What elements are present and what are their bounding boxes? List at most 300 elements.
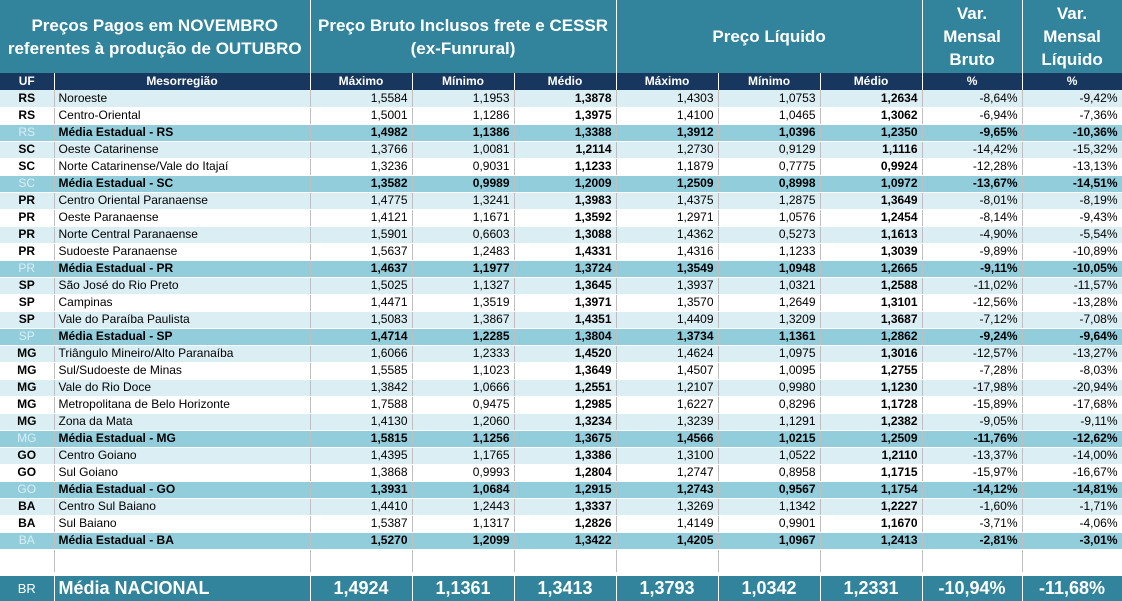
table-row [0,141,1122,158]
gross-price-group-title: Preço Bruto Inclusos frete e CESSR (ex-Funrural) [310,0,616,73]
gross-avg-cell: 1,1233 [514,158,616,175]
net-min-cell: 1,0948 [718,260,820,277]
var-gross-cell: -12,28% [922,158,1022,175]
net-avg-cell: 1,2509 [820,430,922,447]
region-cell: Média Estadual - MG [54,430,310,447]
table-row [0,498,1122,515]
net-max-cell: 1,3239 [616,413,718,430]
net-min-cell: 1,0095 [718,362,820,379]
gross-avg-cell: 1,3645 [514,277,616,294]
spacer-cell [0,549,54,572]
gross-avg-cell: 1,3234 [514,413,616,430]
uf-cell: PR [0,192,54,209]
var-net-cell: -17,68% [1022,396,1122,413]
var-gross-cell: -8,14% [922,209,1022,226]
net-min-cell: 1,0396 [718,124,820,141]
gross-avg-cell: 1,3971 [514,294,616,311]
uf-cell: SP [0,311,54,328]
var-net-cell: -10,36% [1022,124,1122,141]
var-net-cell: -9,64% [1022,328,1122,345]
var-gross-cell: -6,94% [922,107,1022,124]
gross-max-cell: 1,6066 [310,345,412,362]
net-max-cell: 1,4375 [616,192,718,209]
net-avg-cell: 1,2227 [820,498,922,515]
gross-avg-cell: 1,3337 [514,498,616,515]
net-max-cell: 1,2509 [616,175,718,192]
net-avg-cell: 1,2588 [820,277,922,294]
var-gross-cell: -7,12% [922,311,1022,328]
net-avg-cell: 1,1715 [820,464,922,481]
net-min-cell: 1,0576 [718,209,820,226]
net-min-cell: 1,3209 [718,311,820,328]
gross-avg-cell: 1,4520 [514,345,616,362]
uf-cell: GO [0,447,54,464]
table-row [0,515,1122,532]
net-max-cell: 1,4100 [616,107,718,124]
net-min-cell: 1,0967 [718,532,820,549]
var-gross-cell: -2,81% [922,532,1022,549]
gross-min-cell: 1,2333 [412,345,514,362]
gross-min-cell: 1,1977 [412,260,514,277]
net-avg-cell: 1,2413 [820,532,922,549]
region-cell: Norte Central Paranaense [54,226,310,243]
gross-avg-cell: 1,3592 [514,209,616,226]
gross-avg-cell: 1,4351 [514,311,616,328]
net-min-cell: 1,0321 [718,277,820,294]
gross-max-cell: 1,3766 [310,141,412,158]
gross-min-cell: 1,3867 [412,311,514,328]
national-label-cell: Média NACIONAL [54,576,310,601]
uf-cell: SC [0,158,54,175]
gross-avg-cell: 1,2009 [514,175,616,192]
region-cell: Centro-Oriental [54,107,310,124]
var-net-cell: -13,27% [1022,345,1122,362]
gross-max-cell: 1,5025 [310,277,412,294]
gross-max-cell: 1,3582 [310,175,412,192]
table-row [0,345,1122,362]
net-max-cell: 1,4409 [616,311,718,328]
gross-avg-cell: 1,2826 [514,515,616,532]
region-cell: Norte Catarinense/Vale do Itajaí [54,158,310,175]
var-net-cell: -7,08% [1022,311,1122,328]
uf-cell: SP [0,277,54,294]
gross-avg-cell: 1,3388 [514,124,616,141]
var-net-cell: -20,94% [1022,379,1122,396]
var-gross-cell: -12,57% [922,345,1022,362]
title-row [0,0,1122,73]
region-cell: Sul Goiano [54,464,310,481]
gross-min-cell: 1,2060 [412,413,514,430]
table-row [0,464,1122,481]
col-header-gross-min: Mínimo [412,73,514,90]
table-row [0,277,1122,294]
var-gross-cell: -8,01% [922,192,1022,209]
table-row [0,158,1122,175]
region-cell: Campinas [54,294,310,311]
gross-avg-cell: 1,4331 [514,243,616,260]
table-row [0,362,1122,379]
col-header-uf: UF [0,73,54,90]
spacer-cell [412,549,514,572]
net-min-cell: 1,1342 [718,498,820,515]
var-net-cell: -8,19% [1022,192,1122,209]
var-net-cell: -13,28% [1022,294,1122,311]
gross-avg-cell: 1,3422 [514,532,616,549]
net-min-cell: 1,0522 [718,447,820,464]
net-min-cell: 0,8998 [718,175,820,192]
gross-min-cell: 0,9993 [412,464,514,481]
net-min-cell: 1,0975 [718,345,820,362]
gross-avg-cell: 1,3983 [514,192,616,209]
national-average-row [0,576,1122,601]
net-avg-cell: 1,1728 [820,396,922,413]
spacer-cell [310,549,412,572]
gross-avg-cell: 1,3878 [514,90,616,107]
uf-cell: RS [0,90,54,107]
net-avg-cell: 1,1230 [820,379,922,396]
net-min-cell: 1,1233 [718,243,820,260]
net-max-cell: 1,3269 [616,498,718,515]
net-avg-cell: 1,3687 [820,311,922,328]
net-min-cell: 1,0215 [718,430,820,447]
gross-min-cell: 1,2483 [412,243,514,260]
gross-avg-cell: 1,3088 [514,226,616,243]
col-header-net-min: Mínimo [718,73,820,90]
net-avg-cell: 1,2454 [820,209,922,226]
table-row [0,294,1122,311]
net-avg-cell: 1,1670 [820,515,922,532]
report-title: Preços Pagos em NOVEMBRO referentes à produção de OUTUBRO [0,0,310,73]
var-gross-cell: -13,37% [922,447,1022,464]
var-gross-cell: -9,11% [922,260,1022,277]
spacer-cell [922,549,1022,572]
uf-cell: SC [0,175,54,192]
region-cell: Média Estadual - RS [54,124,310,141]
gross-avg-cell: 1,3724 [514,260,616,277]
gross-max-cell: 1,4637 [310,260,412,277]
region-cell: Vale do Rio Doce [54,379,310,396]
spacer-cell [616,549,718,572]
net-max-cell: 1,2743 [616,481,718,498]
net-avg-cell: 1,3101 [820,294,922,311]
gross-avg-cell: 1,2114 [514,141,616,158]
var-net-cell: -7,36% [1022,107,1122,124]
gross-min-cell: 1,2285 [412,328,514,345]
net-max-cell: 1,3100 [616,447,718,464]
uf-cell: BA [0,532,54,549]
net-min-cell: 1,1361 [718,328,820,345]
uf-cell: PR [0,226,54,243]
uf-cell: PR [0,243,54,260]
var-net-cell: -10,89% [1022,243,1122,260]
uf-cell: MG [0,362,54,379]
gross-max-cell: 1,4775 [310,192,412,209]
net-avg-cell: 1,2862 [820,328,922,345]
var-gross-cell: -14,42% [922,141,1022,158]
var-gross-cell: -9,65% [922,124,1022,141]
region-cell: Noroeste [54,90,310,107]
net-max-cell: 1,3912 [616,124,718,141]
uf-cell: RS [0,107,54,124]
gross-max-cell: 1,5083 [310,311,412,328]
region-cell: Metropolitana de Belo Horizonte [54,396,310,413]
region-cell: Centro Oriental Paranaense [54,192,310,209]
national-net-avg-cell: 1,2331 [820,576,922,601]
net-avg-cell: 1,2634 [820,90,922,107]
var-net-cell: -10,05% [1022,260,1122,277]
gross-max-cell: 1,5585 [310,362,412,379]
gross-max-cell: 1,4982 [310,124,412,141]
var-gross-cell: -17,98% [922,379,1022,396]
state-average-row [0,430,1122,447]
region-cell: São José do Rio Preto [54,277,310,294]
net-max-cell: 1,3734 [616,328,718,345]
net-avg-cell: 1,3016 [820,345,922,362]
gross-min-cell: 1,1256 [412,430,514,447]
var-net-cell: -4,06% [1022,515,1122,532]
var-net-cell: -9,43% [1022,209,1122,226]
column-header-row [0,73,1122,90]
var-net-cell: -11,57% [1022,277,1122,294]
net-max-cell: 1,4316 [616,243,718,260]
gross-max-cell: 1,4714 [310,328,412,345]
var-gross-cell: -11,76% [922,430,1022,447]
net-min-cell: 0,5273 [718,226,820,243]
region-cell: Sudoeste Paranaense [54,243,310,260]
var-gross-cell: -13,67% [922,175,1022,192]
gross-avg-cell: 1,3804 [514,328,616,345]
net-avg-cell: 1,3649 [820,192,922,209]
uf-cell: MG [0,430,54,447]
gross-min-cell: 0,9031 [412,158,514,175]
gross-max-cell: 1,4410 [310,498,412,515]
region-cell: Média Estadual - SC [54,175,310,192]
net-max-cell: 1,4624 [616,345,718,362]
spacer-cell [820,549,922,572]
var-gross-cell: -3,71% [922,515,1022,532]
state-average-row [0,175,1122,192]
gross-max-cell: 1,3236 [310,158,412,175]
national-gross-avg-cell: 1,3413 [514,576,616,601]
gross-avg-cell: 1,2985 [514,396,616,413]
gross-max-cell: 1,3842 [310,379,412,396]
net-max-cell: 1,2971 [616,209,718,226]
state-average-row [0,532,1122,549]
gross-max-cell: 1,4121 [310,209,412,226]
table-row [0,226,1122,243]
net-min-cell: 0,9129 [718,141,820,158]
net-max-cell: 1,3937 [616,277,718,294]
gross-max-cell: 1,5637 [310,243,412,260]
gross-min-cell: 1,1023 [412,362,514,379]
spacer-cell [54,549,310,572]
gross-avg-cell: 1,3675 [514,430,616,447]
gross-max-cell: 1,5387 [310,515,412,532]
net-min-cell: 0,8296 [718,396,820,413]
national-uf-cell: BR [0,576,54,601]
region-cell: Centro Sul Baiano [54,498,310,515]
gross-min-cell: 1,1317 [412,515,514,532]
net-max-cell: 1,4566 [616,430,718,447]
var-net-cell: -12,62% [1022,430,1122,447]
net-max-cell: 1,2747 [616,464,718,481]
net-min-cell: 0,9901 [718,515,820,532]
var-net-cell: -9,42% [1022,90,1122,107]
net-min-cell: 1,0465 [718,107,820,124]
uf-cell: GO [0,481,54,498]
gross-min-cell: 1,2099 [412,532,514,549]
var-gross-cell: -8,64% [922,90,1022,107]
table-row [0,192,1122,209]
gross-min-cell: 1,1765 [412,447,514,464]
spacer-row [0,549,1122,572]
var-net-cell: -13,13% [1022,158,1122,175]
gross-min-cell: 1,1286 [412,107,514,124]
table-row [0,243,1122,260]
net-min-cell: 1,2875 [718,192,820,209]
net-max-cell: 1,4205 [616,532,718,549]
uf-cell: BA [0,498,54,515]
net-min-cell: 1,0753 [718,90,820,107]
net-price-group-title: Preço Líquido [616,0,922,73]
gross-max-cell: 1,5001 [310,107,412,124]
uf-cell: MG [0,345,54,362]
net-avg-cell: 1,2755 [820,362,922,379]
spacer-cell [718,549,820,572]
gross-avg-cell: 1,3386 [514,447,616,464]
uf-cell: SC [0,141,54,158]
gross-avg-cell: 1,2915 [514,481,616,498]
table-row [0,413,1122,430]
net-min-cell: 0,9980 [718,379,820,396]
var-gross-cell: -12,56% [922,294,1022,311]
spacer-cell [1022,549,1122,572]
region-cell: Sul Baiano [54,515,310,532]
national-gross-max-cell: 1,4924 [310,576,412,601]
gross-min-cell: 1,1953 [412,90,514,107]
uf-cell: MG [0,379,54,396]
region-cell: Média Estadual - BA [54,532,310,549]
col-header-var-gross-unit: % [922,73,1022,90]
var-net-cell: -5,54% [1022,226,1122,243]
var-gross-cell: -9,89% [922,243,1022,260]
net-max-cell: 1,4149 [616,515,718,532]
var-gross-title: Var. Mensal Bruto [922,0,1022,73]
table-row [0,379,1122,396]
gross-avg-cell: 1,3975 [514,107,616,124]
var-gross-cell: -4,90% [922,226,1022,243]
gross-max-cell: 1,7588 [310,396,412,413]
gross-max-cell: 1,4395 [310,447,412,464]
gross-min-cell: 1,3519 [412,294,514,311]
table-row [0,311,1122,328]
net-avg-cell: 1,0972 [820,175,922,192]
uf-cell: MG [0,413,54,430]
region-cell: Média Estadual - SP [54,328,310,345]
var-net-cell: -14,00% [1022,447,1122,464]
region-cell: Sul/Sudoeste de Minas [54,362,310,379]
gross-min-cell: 1,2443 [412,498,514,515]
net-avg-cell: 1,1116 [820,141,922,158]
region-cell: Centro Goiano [54,447,310,464]
net-min-cell: 0,9567 [718,481,820,498]
gross-avg-cell: 1,2551 [514,379,616,396]
region-cell: Oeste Catarinense [54,141,310,158]
gross-max-cell: 1,5584 [310,90,412,107]
region-cell: Zona da Mata [54,413,310,430]
gross-max-cell: 1,5815 [310,430,412,447]
gross-max-cell: 1,5270 [310,532,412,549]
gross-min-cell: 1,0666 [412,379,514,396]
uf-cell: SP [0,294,54,311]
uf-cell: SP [0,328,54,345]
gross-min-cell: 1,0081 [412,141,514,158]
gross-max-cell: 1,5901 [310,226,412,243]
net-max-cell: 1,4507 [616,362,718,379]
var-gross-cell: -11,02% [922,277,1022,294]
spacer-cell [514,549,616,572]
table-row [0,107,1122,124]
var-net-title: Var. Mensal Líquido [1022,0,1122,73]
var-net-cell: -14,51% [1022,175,1122,192]
state-average-row [0,260,1122,277]
gross-max-cell: 1,4471 [310,294,412,311]
uf-cell: PR [0,209,54,226]
var-net-cell: -14,81% [1022,481,1122,498]
net-max-cell: 1,1879 [616,158,718,175]
gross-max-cell: 1,4130 [310,413,412,430]
gross-max-cell: 1,3931 [310,481,412,498]
var-net-cell: -8,03% [1022,362,1122,379]
net-avg-cell: 1,1613 [820,226,922,243]
state-average-row [0,328,1122,345]
col-header-gross-avg: Médio [514,73,616,90]
net-max-cell: 1,4362 [616,226,718,243]
net-avg-cell: 1,3039 [820,243,922,260]
gross-min-cell: 1,0684 [412,481,514,498]
net-avg-cell: 1,2382 [820,413,922,430]
col-header-var-net-unit: % [1022,73,1122,90]
net-avg-cell: 1,2350 [820,124,922,141]
net-max-cell: 1,6227 [616,396,718,413]
var-gross-cell: -15,89% [922,396,1022,413]
var-gross-cell: -7,28% [922,362,1022,379]
uf-cell: BA [0,515,54,532]
national-net-min-cell: 1,0342 [718,576,820,601]
uf-cell: PR [0,260,54,277]
net-min-cell: 1,1291 [718,413,820,430]
var-net-cell: -15,32% [1022,141,1122,158]
var-gross-cell: -15,97% [922,464,1022,481]
national-net-max-cell: 1,3793 [616,576,718,601]
var-net-cell: -1,71% [1022,498,1122,515]
col-header-region: Mesorregião [54,73,310,90]
gross-min-cell: 0,9475 [412,396,514,413]
region-cell: Vale do Paraíba Paulista [54,311,310,328]
net-avg-cell: 1,1754 [820,481,922,498]
gross-avg-cell: 1,3649 [514,362,616,379]
table-row [0,90,1122,107]
national-var-gross-cell: -10,94% [922,576,1022,601]
region-cell: Triângulo Mineiro/Alto Paranaíba [54,345,310,362]
region-cell: Média Estadual - GO [54,481,310,498]
state-average-row [0,481,1122,498]
var-gross-cell: -14,12% [922,481,1022,498]
col-header-gross-max: Máximo [310,73,412,90]
var-gross-cell: -9,24% [922,328,1022,345]
net-max-cell: 1,2730 [616,141,718,158]
var-gross-cell: -9,05% [922,413,1022,430]
